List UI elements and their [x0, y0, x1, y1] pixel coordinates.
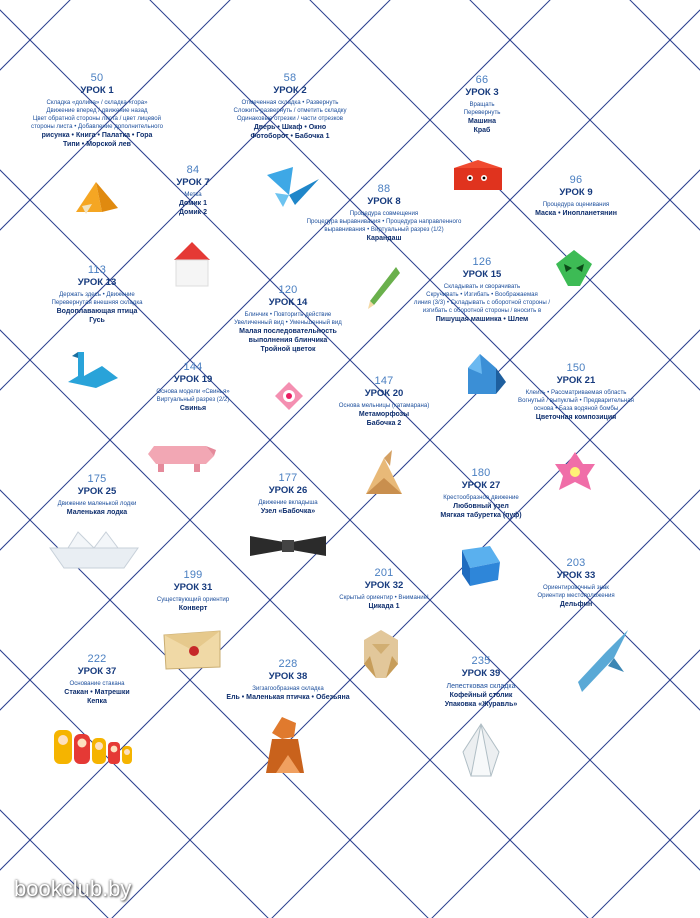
origami-pig-image — [144, 438, 220, 474]
model-line: Малая последовательность — [239, 328, 337, 335]
lesson-3[interactable] — [464, 74, 501, 135]
topic-line: Блинчик • Повторить действие — [244, 311, 332, 318]
topic-line: Ориентировочный знак — [543, 584, 609, 591]
topic-line: Держать здесь • Движение — [59, 291, 135, 298]
origami-matryoshka-image — [52, 724, 134, 768]
lesson-title: УРОК 19 — [173, 374, 213, 385]
topic-line: изгибать с оборотной стороны / вносить в — [422, 307, 542, 314]
lesson-31[interactable] — [157, 569, 229, 613]
model-line: Цветочная композиция — [535, 414, 617, 421]
page-number: 88 — [377, 183, 391, 195]
model-line: Мягкая табуретка (пуф) — [440, 512, 522, 519]
page-number: 150 — [566, 362, 586, 374]
lesson-title: УРОК 21 — [556, 375, 596, 386]
model-line: Дверь • Шкаф • Окно — [253, 124, 327, 131]
topic-line: Увеличенный вид • Уменьшенный вид — [234, 319, 342, 326]
lesson-8[interactable] — [307, 183, 462, 243]
model-line: Маленькая лодка — [66, 509, 128, 516]
topic-line: Сложить-развернуть / отметить складку — [233, 107, 347, 114]
model-line: Метаморфозы — [358, 411, 410, 418]
lesson-title: УРОК 39 — [461, 668, 501, 679]
origami-pencil-image — [366, 265, 402, 311]
topic-line: Отмеченная складка • Развернуть — [241, 99, 339, 106]
lesson-37[interactable] — [64, 653, 129, 706]
model-line: Цикада 1 — [368, 603, 400, 610]
model-line: выполнения блинчика — [248, 337, 328, 344]
topic-line: стороны листа • Добавление дополнительного — [31, 123, 163, 130]
origami-cicada-image — [360, 628, 402, 680]
topic-line: Процедура выравнивания • Процедура направленного — [306, 218, 462, 225]
topic-line: Движение вкладыша — [258, 499, 318, 506]
model-line: Тройной цветок — [260, 346, 316, 353]
lesson-9[interactable] — [535, 174, 617, 218]
lesson-15[interactable] — [414, 256, 550, 324]
topic-line: Метка — [184, 191, 202, 198]
page-number: 235 — [471, 655, 491, 667]
lesson-13[interactable] — [51, 264, 142, 325]
model-line: Кофейный столик — [449, 692, 513, 699]
model-line: Дельфин — [559, 601, 593, 608]
origami-tent-image — [72, 180, 122, 216]
topic-line: Крестообразное движение — [443, 494, 519, 501]
origami-crane-package-image — [459, 722, 503, 778]
origami-crab-image — [448, 160, 508, 196]
page-number: 175 — [87, 473, 107, 485]
topic-line: Основание стакана — [69, 680, 125, 687]
lesson-title: УРОК 38 — [268, 671, 308, 682]
model-line: Ель • Маленькая птичка • Обезьяна — [226, 694, 350, 701]
model-line: Упаковка «Журавль» — [444, 701, 518, 708]
lesson-25[interactable] — [58, 473, 137, 517]
lesson-2[interactable] — [233, 72, 346, 141]
model-line: Домик 1 — [178, 200, 208, 207]
model-line: Бабочка 2 — [366, 420, 402, 427]
watermark: bookclub.by — [14, 876, 132, 901]
origami-flower-image — [273, 380, 305, 412]
lesson-title: УРОК 8 — [367, 196, 401, 207]
lesson-27[interactable] — [440, 467, 521, 520]
topic-line: Цвет обратной стороны листа / цвет лицевой — [32, 115, 162, 122]
lesson-32[interactable] — [339, 567, 428, 611]
page-number: 96 — [569, 174, 583, 186]
topic-line: основа • База водяной бомбы — [533, 405, 619, 412]
page-number: 201 — [374, 567, 394, 579]
model-line: Фотоборот • Бабочка 1 — [250, 133, 330, 140]
topic-line: Одинаковые отрезки / части отрезков — [236, 115, 344, 122]
model-line: Лепестковая складка — [446, 683, 516, 690]
topic-line: Основа модели «Свинья» — [156, 388, 230, 395]
origami-house-image — [172, 240, 212, 288]
model-line: Узел «Бабочка» — [260, 508, 316, 515]
lesson-7[interactable] — [176, 164, 209, 217]
topic-line: Скручивать • Изгибать • Воображаемая — [426, 291, 538, 298]
model-line: Водоплавающая птица — [56, 308, 138, 315]
model-line: Кепка — [87, 698, 107, 705]
lesson-title: УРОК 33 — [556, 570, 596, 581]
origami-butterfly-image — [265, 165, 321, 209]
lesson-title: УРОК 3 — [465, 87, 499, 98]
lesson-19[interactable] — [156, 361, 229, 413]
topic-line: Вогнутый / выпуклый • Предварительная — [518, 397, 634, 404]
model-line: Пишущая машинка • Шлем — [435, 316, 529, 323]
topic-line: Зигзагообразная складка — [252, 685, 324, 692]
origami-monkey-image — [262, 715, 310, 779]
lesson-1[interactable] — [31, 72, 163, 149]
page-number: 177 — [278, 472, 298, 484]
page-number: 147 — [374, 375, 394, 387]
model-line: Гусь — [89, 317, 105, 324]
topic-line: Перевернутая внешняя складка — [51, 299, 143, 306]
model-line: рисунка • Книга • Палатка • Гора — [41, 132, 153, 139]
lesson-title: УРОК 27 — [461, 480, 501, 491]
lesson-title: УРОК 9 — [559, 187, 593, 198]
origami-alien-mask-image — [554, 248, 594, 288]
topic-line: Перевернуть — [463, 109, 501, 116]
topic-line: Складка «долина» / складка «гора» — [46, 99, 148, 106]
model-line: Стакан • Матрешки — [64, 689, 130, 696]
lesson-20[interactable] — [339, 375, 430, 428]
topic-line: Движение маленькой лодки — [57, 500, 137, 507]
origami-butterfly-2-image — [362, 448, 408, 496]
topic-line: Процедура совмещения — [349, 210, 419, 217]
origami-bow-knot-image — [248, 532, 328, 560]
topic-line: Клеить • Рассматриваемая область — [525, 389, 627, 396]
lesson-title: УРОК 37 — [77, 666, 117, 677]
origami-flower-composition-image — [553, 450, 597, 494]
origami-dolphin-image — [574, 628, 632, 696]
topic-line: Движение вперед / движение назад — [46, 107, 148, 114]
topic-line: Складывать и сворачивать — [443, 283, 521, 290]
lesson-title: УРОК 31 — [173, 582, 213, 593]
origami-envelope-image — [160, 627, 224, 671]
topic-line: выравнивания • Виртуальный разрез (1/2) — [324, 226, 444, 233]
model-line: Краб — [473, 127, 491, 134]
lesson-title: УРОК 13 — [77, 277, 117, 288]
origami-pouf-image — [456, 542, 504, 590]
lesson-26[interactable] — [258, 472, 317, 516]
model-line: Маска • Инопланетянин — [535, 210, 617, 217]
lesson-21[interactable] — [518, 362, 634, 422]
lesson-title: УРОК 1 — [80, 85, 114, 96]
page-number: 203 — [566, 557, 586, 569]
lesson-39[interactable] — [445, 655, 518, 709]
origami-boat-image — [48, 528, 140, 570]
topic-line: Основа мельницы (катамарана) — [338, 402, 430, 409]
topic-line: Существующий ориентир — [156, 596, 230, 603]
page-number: 180 — [471, 467, 491, 479]
lesson-title: УРОК 15 — [462, 269, 502, 280]
topic-line: линия (3/3) • Складывать с оборотной стороны / — [413, 299, 551, 306]
lesson-title: УРОК 14 — [268, 297, 308, 308]
lesson-title: УРОК 25 — [77, 486, 117, 497]
lesson-38[interactable] — [226, 658, 349, 702]
topic-line: Вращать — [469, 101, 495, 108]
page-number: 84 — [186, 164, 200, 176]
topic-line: Процедура оценивания — [542, 201, 610, 208]
lesson-title: УРОК 26 — [268, 485, 308, 496]
model-line: Домик 2 — [178, 209, 208, 216]
page-number: 58 — [283, 72, 297, 84]
page-number: 144 — [183, 361, 203, 373]
origami-helmet-image — [462, 352, 508, 398]
page-number: 113 — [87, 264, 107, 276]
model-line: Машина — [467, 118, 497, 125]
topic-line: Скрытый ориентир • Внимание! — [339, 594, 429, 601]
page-number: 222 — [87, 653, 107, 665]
topic-line: Ориентир местоположения — [537, 592, 615, 599]
model-line: Любовный узел — [453, 503, 509, 510]
lesson-title: УРОК 2 — [273, 85, 307, 96]
page-number: 199 — [183, 569, 203, 581]
page-number: 66 — [475, 74, 489, 86]
model-line: Свинья — [179, 405, 207, 412]
origami-swan-image — [62, 348, 122, 392]
page-number: 120 — [278, 284, 298, 296]
lesson-title: УРОК 20 — [364, 388, 404, 399]
page-number: 126 — [472, 256, 492, 268]
lesson-33[interactable] — [537, 557, 614, 609]
topic-line: Виртуальный разрез (2/2) — [156, 396, 230, 403]
model-line: Типи • Морской лев — [63, 141, 131, 148]
model-line: Конверт — [178, 605, 208, 612]
page-number: 228 — [278, 658, 298, 670]
lesson-title: УРОК 32 — [364, 580, 404, 591]
page-number: 50 — [90, 72, 104, 84]
lesson-title: УРОК 7 — [176, 177, 210, 188]
lesson-14[interactable] — [234, 284, 342, 354]
model-line: Карандаш — [366, 235, 402, 242]
